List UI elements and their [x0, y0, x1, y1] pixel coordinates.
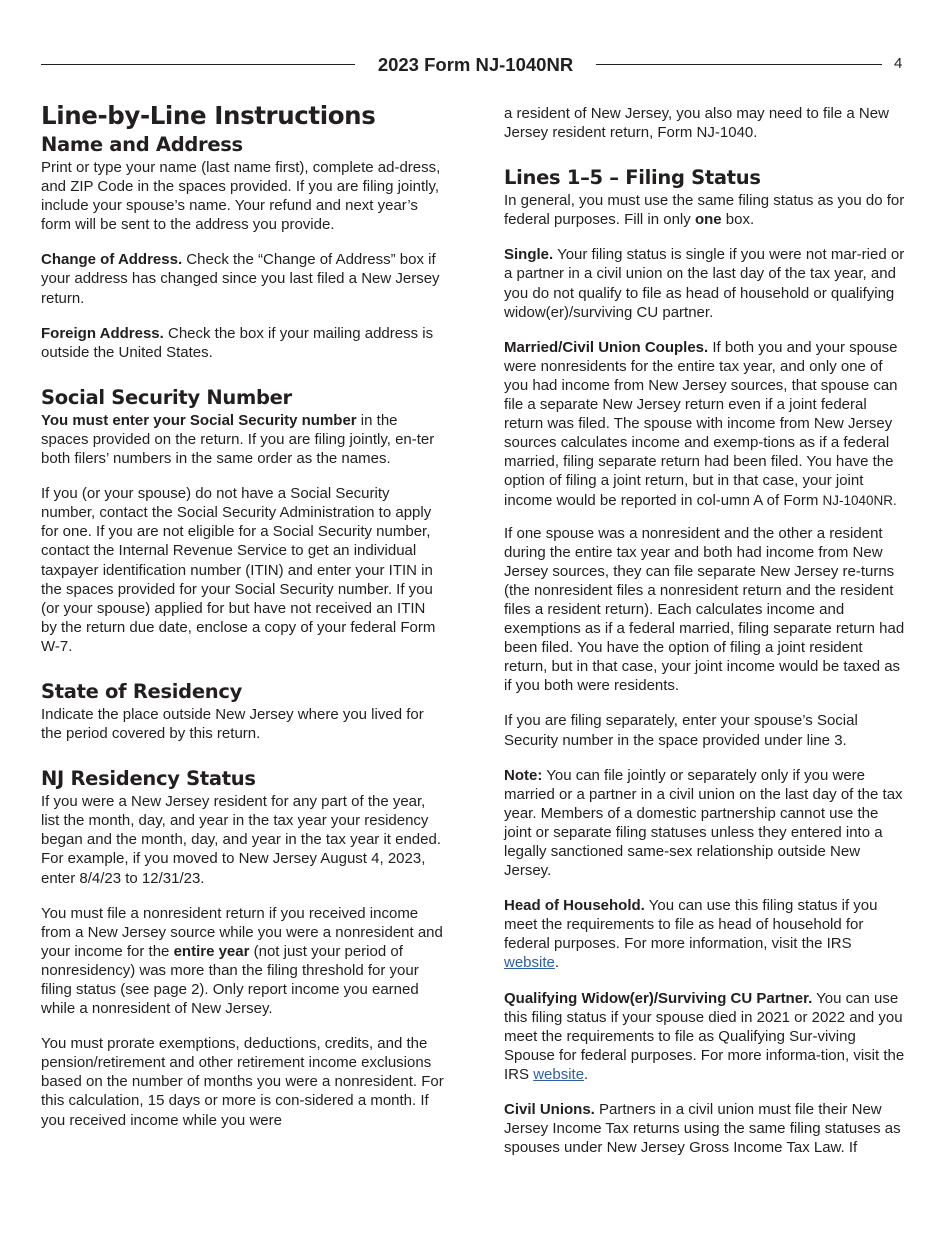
change-of-address-paragraph: [41, 250, 445, 307]
filing-status-heading: Lines 1–5 – Filing Status: [504, 166, 761, 190]
page-header: [41, 53, 881, 77]
ssn-requirement-text: in the spaces provided on the return. If you are filing jointly, en-ter both filers’ numbers in the same order as the names.: [41, 411, 435, 468]
right-column: [504, 104, 909, 1157]
foreign-address-text: Check the box if your mailing address is outside the United States.: [41, 324, 434, 361]
state-residency-heading: State of Residency: [41, 679, 242, 703]
page-number: 4: [894, 55, 903, 72]
nj-residency-p2-end: (not just your period of nonresidency) was more than the filing threshold for your filing status (see page 2). Only report income you earned while a nonresident of New Jersey.: [41, 942, 419, 1018]
foreign-address-paragraph: [41, 324, 445, 362]
single-text: Your filing status is single if you were not mar-ried or a partner in a civil union on the last day of the tax year, and you do not qualify to file as head of household or qualifying widow(er)/surviving CU partner.: [504, 246, 905, 321]
filing-intro-start: In general, you must use the same filing status as you do for federal purposes. Fill in only: [504, 192, 905, 229]
change-of-address-text: Check the “Change of Address” box if your address has changed since you last filed a New Jersey return.: [41, 251, 440, 307]
married-text: If both you and your spouse were nonresidents for the entire tax year, and only one of you had income from New Jersey sources, that spouse can file a separate New Jersey return even if a joint federal return was filed. The spouse with income from New Jersey sources calculates income and exemp-tions as if a federal married, filing separate return had been filed. You have the option of filing a joint return, but in that case, your joint income would be reported in col-umn A of Form: [504, 338, 898, 509]
qualifying-widow-text: You can use this filing status if your spouse died in 2021 or 2022 and you meet the requirements to file as Qualifying Sur-viving Spouse for federal purposes. For more informa-tion, visit the IRS: [504, 989, 905, 1083]
civil-unions-label: Civil Unions.: [504, 1101, 595, 1119]
one-bold: one: [694, 211, 722, 229]
head-of-household-paragraph: [504, 896, 909, 972]
state-residency-paragraph: Indicate the place outside New Jersey where you lived for the period covered by this return.: [41, 705, 424, 743]
continuation-paragraph: a resident of New Jersey, you also may need to file a New Jersey resident return, Form NJ-1040.: [504, 105, 889, 142]
married-label: Married/Civil Union Couples.: [504, 338, 709, 356]
filing-separately-paragraph: If you are filing separately, enter your spouse’s Social Security number in the space provided under line 3.: [504, 712, 858, 749]
civil-unions-paragraph: [504, 1100, 909, 1157]
name-address-paragraph: Print or type your name (last name first), complete ad-dress, and ZIP Code in the spaces provided. If you are filing jointly, include your spouse’s name. Your refund and next year’s form will be sent to the address you provide.: [41, 159, 441, 234]
entire-year-bold: entire year: [173, 942, 250, 960]
change-of-address-label: Change of Address.: [41, 251, 183, 269]
single-paragraph: [504, 245, 909, 321]
nj-residency-paragraph-3: You must prorate exemptions, deductions, credits, and the pension/retirement and other retirement income exclusions based on the number of months you were a nonresident. For this calculation, 15 days or more is con-sidered a month. If you received income while you were: [41, 1035, 444, 1129]
head-of-household-text: You can use this filing status if you meet the requirements to file as head of household for federal purposes. For more information, visit the IRS: [504, 897, 878, 953]
note-label: Note:: [504, 766, 543, 784]
ssn-paragraph-1: [41, 411, 445, 468]
civil-unions-text: Partners in a civil union must file their New Jersey Income Tax returns using the same filing statuses as spouses under New Jersey Gross Income Tax Law. If: [504, 1101, 901, 1157]
filing-intro-end: box.: [721, 211, 755, 229]
ssn-paragraph-2: If you (or your spouse) do not have a Social Security number, contact the Social Security Administration to apply for one. If you are not eligible for a Social Security number, contact the Internal Revenue Service to get an individual taxpayer identification number (ITIN) and enter your ITIN in the spaces provided for your Social Security number. If you (or your spouse) applied for but have not received an ITIN by the return due date, enclose a copy of your federal Form W-7.: [41, 485, 436, 655]
qualifying-widow-label: Qualifying Widow(er)/Surviving CU Partner.: [504, 989, 813, 1007]
foreign-address-label: Foreign Address.: [41, 324, 164, 342]
married-paragraph: [504, 338, 909, 510]
nj-residency-paragraph-1: If you were a New Jersey resident for any part of the year, list the month, day, and year in the tax year your residency began and the month, day, and year in the tax year it ended. For example, if you moved to New Jersey August 4, 2023, enter 8/4/23 to 12/31/23.: [41, 793, 441, 887]
nj-residency-paragraph-2: [41, 904, 445, 1019]
qualifying-widow-paragraph: [504, 989, 909, 1084]
married-form-ref: NJ-1040NR.: [822, 492, 897, 508]
left-column: [41, 100, 445, 1130]
main-heading: Line-by-Line Instructions: [41, 101, 376, 130]
irs-website-link-1[interactable]: website: [504, 954, 555, 972]
head-of-household-label: Head of Household.: [504, 897, 645, 915]
hoh-period: .: [554, 954, 560, 972]
nj-residency-heading: NJ Residency Status: [41, 767, 256, 791]
single-label: Single.: [504, 246, 554, 264]
irs-website-link-2[interactable]: website: [533, 1065, 585, 1083]
nj-residency-p2-start: You must file a nonresident return if you received income from a New Jersey source while you were a nonresident and your income for the: [41, 904, 443, 960]
form-title: 2023 Form NJ-1040NR: [377, 54, 574, 75]
note-text: You can file jointly or separately only if you were married or a partner in a civil union on the last day of the tax year. Members of a domestic partnership cannot use the joint or separate filing statuses unless they entered into a legally sanctioned same-sex relationship outside New Jersey.: [504, 766, 903, 880]
ssn-heading: Social Security Number: [41, 385, 292, 409]
name-address-heading: Name and Address: [41, 133, 243, 156]
header-rule-right: [596, 64, 882, 65]
filing-status-intro: [504, 191, 909, 229]
ssn-requirement-bold: You must enter your Social Security number: [41, 411, 357, 429]
resident-spouse-paragraph: If one spouse was a nonresident and the other a resident during the entire tax year and both had income from New Jersey sources, they can file separate New Jersey re-turns (the nonresident files a nonresident return and the resident files a resident return). Each calculates income and exemptions as if a federal married, filing separate return had been filed. You have the option of filing a joint resident return, but in that case, your joint income would be taxed as if you both were residents.: [504, 524, 905, 695]
qw-period: .: [584, 1065, 589, 1083]
note-paragraph: [504, 766, 909, 881]
header-rule-left: [41, 64, 355, 65]
